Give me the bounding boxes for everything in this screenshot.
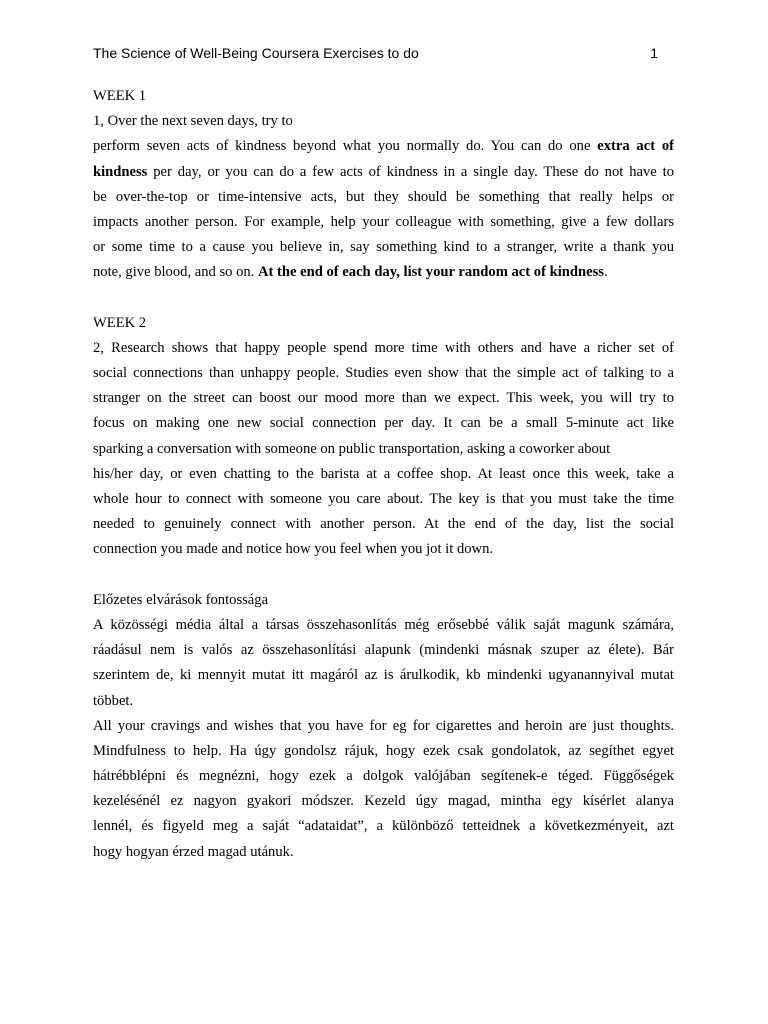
week2-line-4: focus on making one new social connection per day. It can be a small 5-minute act like <box>93 415 674 432</box>
week2-line-1: 2, Research shows that happy people spend more time with others and have a richer set of <box>93 339 674 356</box>
expectations-line-3: szerintem de, ki mennyit mutat itt magáról az is árulkodik, kb mindenki ugyanannyival mutat <box>93 667 674 684</box>
expectations-line-10: hogy hogyan érzed magad utánuk. <box>93 843 294 860</box>
expectations-line-5: All your cravings and wishes that you have for eg for cigarettes and heroin are just thoughts. <box>93 717 674 734</box>
expectations-line-8: kezelésénél ez nagyon gyakori módszer. Kezeld úgy magad, mintha egy kísérlet alanya <box>93 793 674 810</box>
expectations-line-1: A közösségi média által a társas összehasonlítás még erősebbé válik saját magunk számára, <box>93 616 674 633</box>
week1-heading: WEEK 1 <box>93 88 147 104</box>
spacer <box>93 563 674 588</box>
expectations-line-2: ráadásul nem is valós az összehasonlítási alapunk (mindenki másnak szuper az élete). Bár <box>93 642 674 659</box>
week1-line-3-text: per day, or you can do a few acts of kindness in a single day. These do not have to <box>147 163 674 180</box>
document-body <box>93 84 674 865</box>
spacer <box>93 286 674 311</box>
expectations-line-6: Mindfulness to help. Ha úgy gondolsz rájuk, hogy ezek csak gondolatok, az segíthet egyet <box>93 742 674 759</box>
expectations-line-4: többet. <box>93 692 134 709</box>
week2-line-2: social connections than unhappy people. Studies even show that the simple act of talking to a <box>93 365 674 382</box>
week1-line-2 <box>93 134 674 159</box>
week1-line-2-text: perform seven acts of kindness beyond what you normally do. You can do one <box>93 138 598 155</box>
week2-line-8: needed to genuinely connect with another person. At the end of the day, list the social <box>93 516 674 533</box>
week2-line-3: stranger on the street can boost our mood more than we expect. This week, you will try to <box>93 390 674 407</box>
week1-line-3-bold: kindness <box>93 163 148 180</box>
week1-line-4: be over-the-top or time-intensive acts, but they should be something that really helps or <box>93 188 674 205</box>
expectations-heading: Előzetes elvárások fontossága <box>93 591 269 608</box>
week1-line-5: impacts another person. For example, help your colleague with something, give a few dollars <box>93 213 674 230</box>
week2-heading: WEEK 2 <box>93 314 147 331</box>
page-header <box>93 44 658 62</box>
expectations-line-7: hátrébblépni és megnézni, hogy ezek a dolgok valójában segítenek-e téged. Függőségek <box>93 768 674 785</box>
week1-line-6: or some time to a cause you believe in, say something kind to a stranger, write a thank you <box>93 239 674 256</box>
week1-line-3 <box>93 160 674 185</box>
page-number: 1 <box>650 45 658 61</box>
expectations-line-9: lennél, és figyeld meg a saját “adataidat”, a különböző tetteidnek a következményeit, azt <box>93 818 674 835</box>
week1-line-2-bold: extra act of <box>597 138 674 155</box>
header-title: The Science of Well-Being Coursera Exercises to do <box>93 45 419 61</box>
week2-line-6: his/her day, or even chatting to the barista at a coffee shop. At least once this week, take a <box>93 465 674 482</box>
week2-line-7: whole hour to connect with someone you care about. The key is that you must take the time <box>93 491 674 507</box>
week2-line-9: connection you made and notice how you feel when you jot it down. <box>93 541 494 558</box>
week2-line-5: sparking a conversation with someone on public transportation, asking a coworker about <box>93 440 611 457</box>
week1-line-1: 1, Over the next seven days, try to <box>93 113 293 130</box>
week1-line-7 <box>93 260 674 285</box>
week1-line-7-end: . <box>603 264 608 281</box>
week1-line-7-bold: At the end of each day, list your random act of kindness <box>257 264 604 281</box>
week1-line-7-text: note, give blood, and so on. <box>93 264 258 281</box>
